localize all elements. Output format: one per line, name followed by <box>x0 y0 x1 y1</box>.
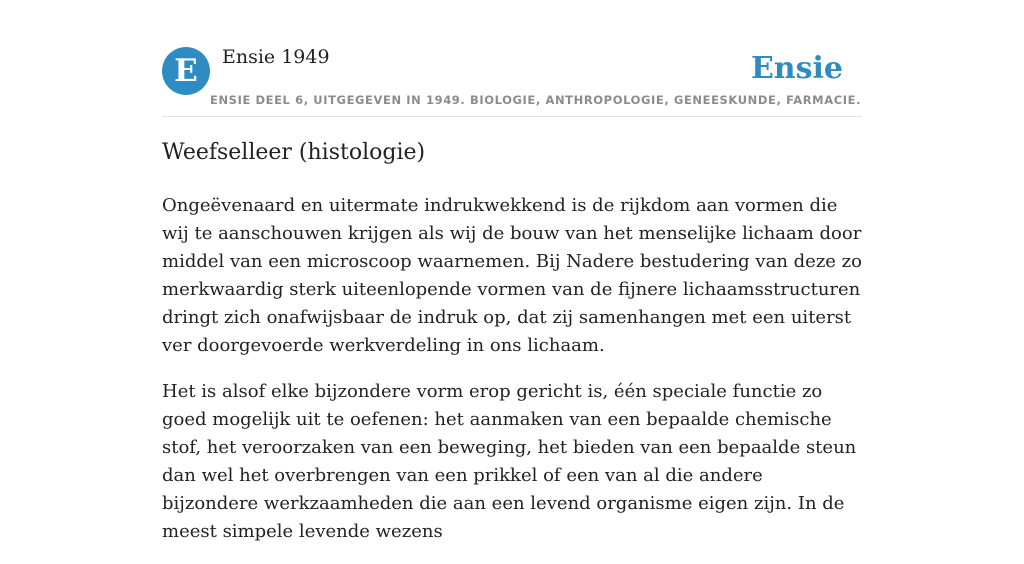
site-header <box>162 0 862 117</box>
brand-logo[interactable]: Ensie <box>750 51 843 86</box>
article-body <box>162 192 862 564</box>
page-content <box>162 0 862 542</box>
article-title: Weefselleer (histologie) <box>162 140 426 165</box>
logo-icon[interactable]: E <box>162 47 210 95</box>
paragraph: Het is alsof elke bijzondere vorm erop gericht is, één speciale functie zo goed mogelijk uit te oefenen: het aanmaken van een bepaalde chemische stof, het veroorzaken van een beweging, het bieden van een bepaalde steun dan wel het overbrengen van een prikkel of een van al die andere bijzondere werkzaamheden die aan een levend organisme eigen zijn. In de meest simpele levende wezens <box>162 381 857 542</box>
paragraph: Ongeëvenaard en uitermate indrukwekkend is de rijkdom aan vormen die wij te aanschouwen krijgen als wij de bouw van het menselijke lichaam door middel van een microscoop waarnemen. Bij Nadere bestudering van deze zo merkwaardig sterk uiteenlopende vormen van de fijnere lichaamsstructuren dringt zich onafwijsbaar de indruk op, dat zij samenhangen met een uiterst ver doorgevoerde werkverdeling in ons lichaam. <box>162 195 862 356</box>
book-title-link[interactable]: Ensie 1949 <box>222 46 330 68</box>
book-subtitle: ENSIE DEEL 6, UITGEGEVEN IN 1949. BIOLOGIE, ANTHROPOLOGIE, GENEESKUNDE, FARMACIE. <box>210 93 862 107</box>
